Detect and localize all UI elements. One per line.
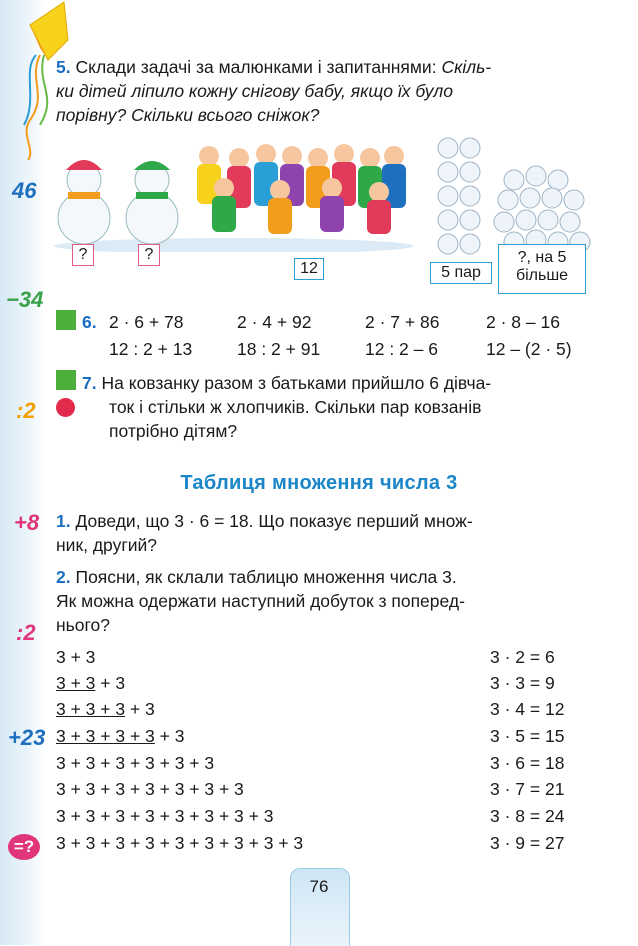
red-circle-icon (56, 398, 75, 417)
task7-line2: ток і стільки ж хлопчиків. Скільки пар ковзанів (109, 397, 482, 417)
sum-row: 3 + 3 + 3 + 3 (56, 699, 155, 719)
task7-line1: 7. На ковзанку разом з батьками прийшло 6 дівча- (82, 373, 492, 393)
sum-row: 3 + 3 + 3 + 3 + 3 + 3 + 3 + 3 (56, 806, 274, 826)
task6-expr: 2 · 6 + 78 (109, 312, 184, 332)
margin-label-plus23: +23 (8, 725, 46, 750)
green-square-icon (56, 370, 76, 390)
margin-label-div2-b: :2 (16, 620, 36, 645)
section-title: Таблиця множення числа 3 (180, 472, 458, 494)
margin-label-div2: :2 (16, 398, 36, 423)
snowballs-illustration (434, 136, 592, 256)
question-box-1: ? (72, 244, 94, 266)
product-row: 3 · 2 = 6 (490, 647, 555, 667)
task6-expr: 2 · 7 + 86 (365, 312, 440, 332)
sum-row: 3 + 3 + 3 (56, 673, 126, 693)
question-box-2: ? (138, 244, 160, 266)
product-row: 3 · 9 = 27 (490, 833, 565, 853)
sum-row: 3 + 3 + 3 + 3 + 3 (56, 726, 185, 746)
task5-line1: 5. Склади задачі за малюнками і запитаннями: Скіль- (56, 57, 492, 77)
task5-line2: ки дітей ліпило кожну снігову бабу, якщо їх було (56, 81, 453, 101)
task6-expr: 2 · 8 – 16 (486, 312, 560, 332)
sum-row: 3 + 3 + 3 + 3 + 3 + 3 (56, 753, 215, 773)
q1-line1: 1. Доведи, що 3 · 6 = 18. Що показує перший множ- (56, 511, 473, 531)
green-square-icon (56, 310, 76, 330)
task6-expr: 18 : 2 + 91 (237, 339, 321, 359)
task6-expr: 12 : 2 + 13 (109, 339, 193, 359)
children-count-box: 12 (294, 258, 324, 280)
product-row: 3 · 8 = 24 (490, 806, 565, 826)
q1-line2: ник, другий? (56, 535, 157, 555)
product-row: 3 · 3 = 9 (490, 673, 555, 693)
q2-line1: 2. Поясни, як склали таблицю множення числа 3. (56, 567, 457, 587)
task6-expr: 2 · 4 + 92 (237, 312, 312, 332)
margin-label-minus34: −34 (6, 287, 44, 312)
margin-label-46: 46 (12, 178, 37, 203)
q2-line2: Як можна одержати наступний добуток з поперед- (56, 591, 465, 611)
sum-row: 3 + 3 + 3 + 3 + 3 + 3 + 3 + 3 + 3 (56, 833, 304, 853)
pairs-box: 5 пар (430, 262, 492, 284)
more-box: ?, на 5 більше (498, 244, 586, 294)
task6-expr: 12 : 2 – 6 (365, 339, 438, 359)
product-row: 3 · 7 = 21 (490, 779, 565, 799)
product-row: 3 · 5 = 15 (490, 726, 565, 746)
task5-line3: порівну? Скільки всього сніжок? (56, 105, 320, 125)
margin-label-equals-question: =? (8, 834, 40, 860)
product-row: 3 · 4 = 12 (490, 699, 565, 719)
product-row: 3 · 6 = 18 (490, 753, 565, 773)
task5-number: 5. (56, 57, 71, 77)
winter-children-illustration (54, 136, 414, 252)
sum-row: 3 + 3 + 3 + 3 + 3 + 3 + 3 (56, 779, 244, 799)
margin-label-plus8: +8 (14, 510, 40, 535)
q2-line3: нього? (56, 615, 110, 635)
sum-row: 3 + 3 (56, 647, 96, 667)
page-number: 76 (309, 877, 329, 896)
task6-expr: 12 – (2 · 5) (486, 339, 572, 359)
task7-line3: потрібно дітям? (109, 421, 238, 441)
task6-number: 6. (82, 312, 97, 332)
